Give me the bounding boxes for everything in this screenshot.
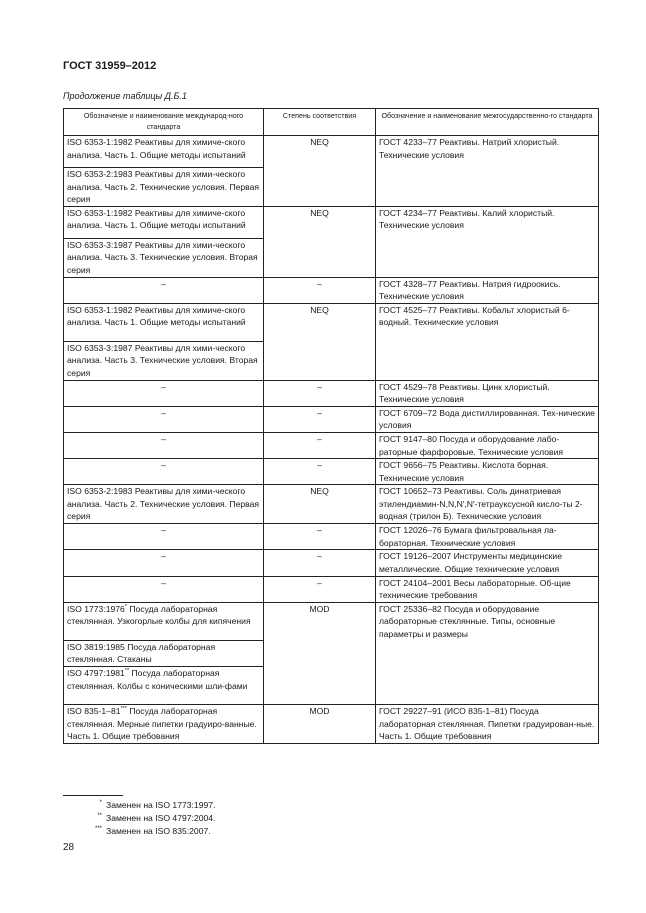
intl-standard-cell: ISO 6353-3:1987 Реактивы для хими-ческого анализа. Часть 3. Технические условия. Вторая серия [64,238,264,277]
footnote-mark: *** [94,826,102,832]
table-row [64,485,599,524]
intl-standard-cell: – [64,576,264,602]
intl-standard-cell: – [64,432,264,458]
intl-code: ISO 1773:1976 [67,603,125,614]
footnote-mark: * [124,603,127,610]
degree-cell: MOD [264,705,376,744]
footnote [90,826,211,836]
degree-cell: – [264,380,376,406]
intl-standard-cell: ISO 6353-1:1982 Реактивы для химиче-ского анализа. Часть 1. Общие методы испытаний [64,303,264,341]
intl-standard-cell: – [64,277,264,303]
gost-standard-cell: ГОСТ 12026–76 Бумага фильтровальная ла-бораторная. Технические условия [376,524,599,550]
gost-standard-cell: ГОСТ 9147–80 Посуда и оборудование лабо-раторные фарфоровые. Технические условия [376,432,599,458]
table-row [64,406,599,432]
intl-title: Посуда лабораторная стеклянная. Стаканы [67,641,216,665]
document-header: ГОСТ 31959–2012 [63,60,157,72]
intl-title: Посуда лабораторная стеклянная. Колбы с коническими шли-фами [67,668,248,691]
footnote [90,813,215,823]
degree-cell: – [264,576,376,602]
table-row [64,705,599,744]
footnote-mark: *** [120,706,127,713]
table-row [64,550,599,576]
intl-standard-cell: ISO 6353-1:1982 Реактивы для химиче-ского анализа. Часть 1. Общие методы испытаний [64,136,264,168]
intl-title: Посуда лабораторная стеклянная. Узкогорлые колбы для кипячения [67,603,251,627]
gost-standard-cell: ГОСТ 19126–2007 Инструменты медицинские металлические. Общие технические условия [376,550,599,576]
intl-standard-cell: – [64,380,264,406]
table-row [64,380,599,406]
intl-standard-cell [64,602,264,640]
gost-standard-cell: ГОСТ 4529–78 Реактивы. Цинк хлористый. Технические условия [376,380,599,406]
footnote-text: Заменен на ISO 4797:2004. [106,813,216,823]
intl-standard-cell: – [64,550,264,576]
gost-standard-cell: ГОСТ 10652–73 Реактивы. Соль динатриевая этилендиамин-N,N,N′,N′-тетрауксусной кисло-ты 2-водная (трилон Б). Технические условия [376,485,599,524]
intl-standard-cell [64,705,264,744]
table-row [64,576,599,602]
table-row [64,459,599,485]
footnote-rule [63,795,123,796]
footnote [90,800,215,810]
table-row [64,136,599,168]
footnote-text: Заменен на ISO 835:2007. [106,826,211,836]
degree-cell: – [264,406,376,432]
degree-cell: NEQ [264,485,376,524]
intl-code: ISO 4797:1981 [67,668,125,679]
table-caption: Продолжение таблицы Д.Б.1 [63,91,187,101]
degree-cell: NEQ [264,206,376,277]
footnote-mark: ** [124,668,130,675]
intl-code: ISO 3819:1985 [67,641,125,652]
page-number: 28 [63,842,75,853]
intl-standard-cell: – [64,524,264,550]
degree-cell: – [264,277,376,303]
degree-cell: – [264,550,376,576]
intl-standard-cell [64,640,264,666]
gost-standard-cell: ГОСТ 29227–91 (ИСО 835-1–81) Посуда лабораторная стеклянная. Пипетки градуирован-ные. Часть 1. Общие требования [376,705,599,744]
footnote-text: Заменен на ISO 1773:1997. [106,800,216,810]
intl-standard-cell: – [64,459,264,485]
degree-cell: – [264,524,376,550]
column-header-degree: Степень соответствия [264,109,376,136]
gost-standard-cell: ГОСТ 9656–75 Реактивы. Кислота борная. Технические условия [376,459,599,485]
intl-standard-cell: ISO 6353-2:1983 Реактивы для хими-ческого анализа. Часть 2. Технические условия. Первая серия [64,485,264,524]
gost-standard-cell: ГОСТ 4328–77 Реактивы. Натрия гидроокись. Технические условия [376,277,599,303]
gost-standard-cell: ГОСТ 6709–72 Вода дистиллированная. Тех-нические условия [376,406,599,432]
intl-title: Посуда лабораторная стеклянная. Мерные пипетки градуиро-ванные. Часть 1. Общие требования [67,706,257,742]
table-row [64,303,599,341]
table-row [64,432,599,458]
degree-cell: NEQ [264,136,376,207]
intl-standard-cell: ISO 6353-2:1983 Реактивы для хими-ческого анализа. Часть 2. Технические условия. Первая серия [64,168,264,207]
gost-standard-cell: ГОСТ 4233–77 Реактивы. Натрий хлористый. Технические условия [376,136,599,207]
column-header-gost: Обозначение и наименование межгосударственно-го стандарта [376,109,599,136]
gost-standard-cell: ГОСТ 4525–77 Реактивы. Кобальт хлористый 6-водный. Технические условия [376,303,599,380]
gost-standard-cell: ГОСТ 4234–77 Реактивы. Калий хлористый. Технические условия [376,206,599,277]
table-row [64,524,599,550]
degree-cell: – [264,459,376,485]
degree-cell: – [264,432,376,458]
gost-standard-cell: ГОСТ 25336–82 Посуда и оборудование лабораторные стеклянные. Типы, основные параметры и размеры [376,602,599,704]
intl-code: ISO 835-1–81 [67,706,121,717]
standards-table [63,108,599,744]
table-header-row [64,109,599,136]
table-row [64,277,599,303]
degree-cell: MOD [264,602,376,704]
footnote-mark: ** [97,813,102,819]
intl-standard-cell: ISO 6353-3:1987 Реактивы для хими-ческого анализа. Часть 3. Технические условия. Вторая серия [64,341,264,380]
intl-standard-cell: – [64,406,264,432]
intl-standard-cell: ISO 6353-1:1982 Реактивы для химиче-ского анализа. Часть 1. Общие методы испытаний [64,206,264,238]
degree-cell: NEQ [264,303,376,380]
footnote-mark: * [99,800,102,806]
intl-standard-cell [64,667,264,705]
table-row [64,206,599,238]
table-row [64,602,599,640]
gost-standard-cell: ГОСТ 24104–2001 Весы лабораторные. Об-щие технические требования [376,576,599,602]
column-header-intl: Обозначение и наименование международ-ного стандарта [64,109,264,136]
